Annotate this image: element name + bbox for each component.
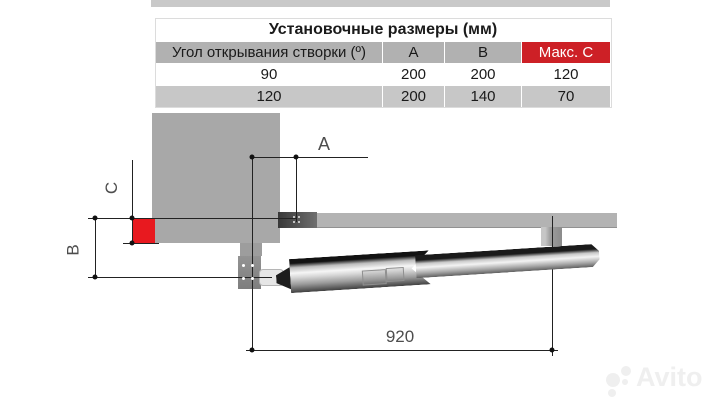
dim-dot bbox=[93, 216, 98, 221]
header-angle: Угол открывания створки (º) bbox=[156, 42, 382, 63]
actuator-release-cover bbox=[362, 269, 387, 285]
linear-actuator-arm bbox=[275, 234, 603, 298]
row1-angle: 90 bbox=[156, 64, 382, 85]
plate-hole bbox=[242, 277, 245, 280]
avito-logo-icon bbox=[621, 366, 631, 376]
gate-post bbox=[152, 113, 280, 243]
row2-angle: 120 bbox=[156, 86, 382, 107]
dim-c-tick bbox=[123, 243, 159, 244]
row2-c: 70 bbox=[522, 86, 610, 107]
gate-mount-bracket bbox=[278, 212, 317, 228]
installation-dimensions-table bbox=[155, 18, 612, 108]
dim-c-line bbox=[132, 160, 133, 244]
bracket-hole bbox=[298, 216, 300, 218]
plate-hole bbox=[251, 277, 254, 280]
avito-logo-icon bbox=[606, 373, 620, 387]
top-gray-strip bbox=[151, 0, 610, 7]
actuator-outer-tube bbox=[289, 250, 431, 293]
dim-dot bbox=[130, 241, 135, 246]
dim-label-b: B bbox=[63, 244, 83, 256]
row2-b: 140 bbox=[445, 86, 521, 107]
dim-label-a: A bbox=[318, 134, 331, 154]
bracket-hole bbox=[293, 221, 295, 223]
row2-a: 200 bbox=[383, 86, 444, 107]
plate-hole bbox=[251, 264, 254, 267]
dim-dot bbox=[93, 275, 98, 280]
dim-label-920: 920 bbox=[385, 327, 415, 346]
dim-dot bbox=[250, 348, 255, 353]
header-b: B bbox=[445, 42, 521, 63]
dim-ext-line-post bbox=[252, 157, 253, 350]
dim-label-c: C bbox=[102, 181, 122, 195]
rear-mount-plate bbox=[238, 256, 261, 289]
avito-watermark bbox=[598, 360, 718, 402]
avito-logo-icon bbox=[608, 389, 616, 397]
dim-ext-line-gate-pivot bbox=[296, 157, 297, 222]
dim-b-line bbox=[95, 218, 96, 277]
dim-920-line bbox=[246, 350, 558, 351]
dim-a-line bbox=[252, 157, 368, 158]
row1-b: 200 bbox=[445, 64, 521, 85]
avito-watermark-text: Avito bbox=[636, 362, 703, 392]
actuator-release-cover bbox=[386, 267, 405, 282]
bracket-hole bbox=[298, 221, 300, 223]
table-title: Установочные размеры (мм) bbox=[156, 19, 610, 41]
row1-c: 120 bbox=[522, 64, 610, 85]
actuator-inner-tube bbox=[415, 244, 600, 279]
dim-dot bbox=[250, 155, 255, 160]
dim-dot bbox=[294, 155, 299, 160]
dim-dot bbox=[550, 348, 555, 353]
dim-upper-ref-line bbox=[88, 218, 296, 219]
row1-a: 200 bbox=[383, 64, 444, 85]
dim-dot bbox=[130, 216, 135, 221]
bracket-hole bbox=[293, 216, 295, 218]
post-stub bbox=[240, 243, 262, 256]
header-max-c: Макс. C bbox=[522, 42, 610, 63]
plate-hole bbox=[242, 264, 245, 267]
header-a: A bbox=[383, 42, 444, 63]
gate-leaf-bar bbox=[278, 213, 617, 228]
red-offset-marker bbox=[132, 219, 155, 243]
avito-logo-icon bbox=[622, 379, 628, 385]
